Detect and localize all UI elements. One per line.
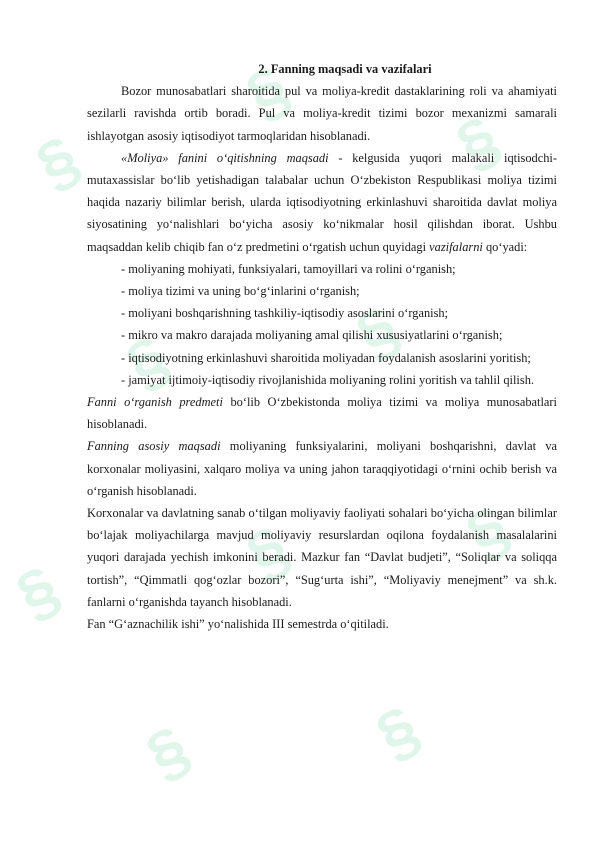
list-item: - jamiyat ijtimoiy-iqtisodiy rivojlanishida moliyaning rolini yoritish va tahlil qilish. bbox=[121, 372, 534, 387]
italic-term: «Moliya» fanini o‘qitishning maqsadi bbox=[121, 150, 329, 165]
list-item: - moliya tizimi va uning bo‘g‘inlarini o‘rganish; bbox=[121, 284, 360, 299]
paragraph-semester: Fan “G‘aznachilik ishi” yo‘nalishida III semestrda o‘qitiladi. bbox=[87, 617, 389, 632]
list-item: - moliyaning mohiyati, funksiyalari, tamoyillari va rolini o‘rganish; bbox=[121, 261, 456, 276]
paragraph-text: bo‘lib O‘zbekistonda moliya tizimi va moliya munosabatlari hisoblanadi. bbox=[87, 395, 557, 432]
list-item: - iqtisodiyotning erkinlashuvi sharoitida moliyadan foydalanish asoslarini yoritish; bbox=[121, 350, 531, 365]
paragraph-main-goal bbox=[87, 435, 557, 502]
list-item: - moliyani boshqarishning tashkiliy-iqtisodiy asoslarini o‘rganish; bbox=[121, 306, 449, 321]
paragraph-text: qo‘yadi: bbox=[482, 239, 528, 254]
watermark-icon: § bbox=[234, 511, 302, 593]
section-heading: 2. Fanning maqsadi va vazifalari bbox=[258, 62, 432, 76]
watermark-icon: § bbox=[134, 711, 202, 793]
italic-term: vazifalarni bbox=[429, 239, 483, 254]
document-page bbox=[87, 58, 557, 635]
paragraph-subject bbox=[87, 391, 557, 435]
watermark-icon: § bbox=[114, 321, 182, 403]
paragraph-text: moliyaning funksiyalarini, moliyani boshqarishni, davlat va korxonalar moliyasini, xalqaro moliya va uning jahon taraqqiyotidagi o‘rnini ochib berish va o‘rganish hisoblanadi. bbox=[87, 439, 558, 498]
paragraph-knowledge: Korxonalar va davlatning sanab o‘tilgan moliyaviy faoliyati sohalari bo‘yicha olingan bilimlar bo‘lajak moliyachilarga mavjud moliyaviy resurslardan oqilona foydalanish masalalarini yuqori darajada yechish imkonini beradi. Mazkur fan “Davlat budjeti”, “Soliqlar va soliqqa tortish”, “Qimmatli qog‘ozlar bozori”, “Sug‘urta ishi”, “Moliyaviy menejment” va sh.k. fanlarni o‘rganishda tayanch hisoblanadi. bbox=[87, 506, 557, 609]
watermark-icon: § bbox=[24, 121, 92, 203]
watermark-icon: § bbox=[4, 551, 72, 633]
watermark-icon: § bbox=[364, 691, 432, 773]
italic-term: Fanni o‘rganish predmeti bbox=[87, 395, 223, 410]
watermark-icon: § bbox=[234, 51, 302, 133]
watermark-icon: § bbox=[444, 101, 512, 183]
paragraph-intro: Bozor munosabatlari sharoitida pul va moliya-kredit dastaklarining roli va ahamiyati sezilarli ravishda ortib boradi. Pul va moliya-kredit tizimi bozor mexanizmi samarali ishlayotgan asosiy iqtisodiyot tarmoqlaridan hisoblanadi. bbox=[87, 84, 557, 143]
list-item: - mikro va makro darajada moliyaning amal qilishi xususiyatlarini o‘rganish; bbox=[121, 328, 503, 343]
watermark-icon: § bbox=[454, 491, 522, 573]
watermark-icon: § bbox=[344, 291, 412, 373]
paragraph-goal bbox=[87, 147, 557, 258]
italic-term: Fanning asosiy maqsadi bbox=[87, 439, 221, 454]
paragraph-text: - kelgusida yuqori malakali iqtisodchi-mutaxassislar bo‘lib yetishadigan talabalar uchun O‘zbekiston Respublikasi moliya tizimi haqida nazariy bilimlar berish, ularda iqtisodiyotning erkinlashuvi sharoitida davlat moliya siyosatining yo‘nalishlari bo‘yicha asosiy ko‘nikmalar hosil qilishdan iborat. Ushbu maqsaddan kelib chiqib fan o‘z predmetini o‘rgatish uchun quyidagi bbox=[87, 150, 557, 254]
